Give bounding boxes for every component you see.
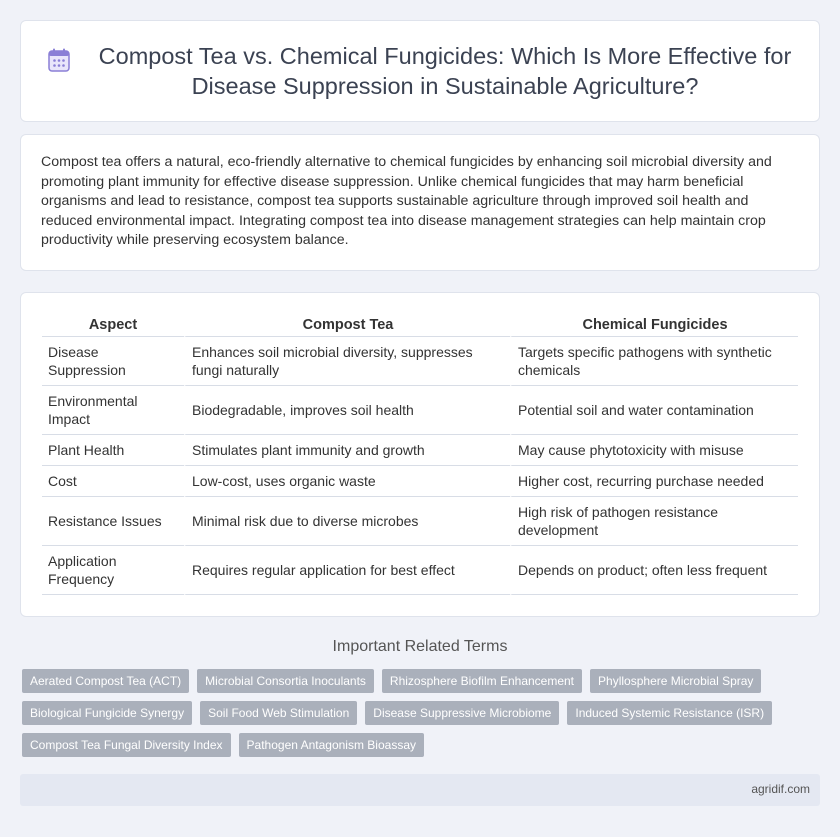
table-cell: Targets specific pathogens with synthetic chemicals (510, 337, 798, 386)
table-cell: May cause phytotoxicity with misuse (510, 435, 798, 466)
related-terms-heading: Important Related Terms (332, 638, 508, 655)
table-cell: Resistance Issues (42, 497, 184, 546)
comparison-table (42, 310, 798, 595)
intro-paragraph: Compost tea offers a natural, eco-friendly alternative to chemical fungicides by enhancing soil microbial diversity and promoting plant immunity for effective disease suppression. Unlike chemical fungicides that may harm beneficial organisms and lead to resistance, compost tea supports sustainable agriculture through improved soil health and reduced environmental impact. Integrating compost tea into disease management strategies can help maintain crop productivity while preserving ecosystem balance. (41, 154, 772, 248)
table-cell: Environmental Impact (42, 386, 184, 435)
table-cell: Requires regular application for best effect (184, 546, 510, 595)
table-cell: Depends on product; often less frequent (510, 546, 798, 595)
related-term-tag[interactable]: Rhizosphere Biofilm Enhancement (382, 669, 582, 693)
table-row (42, 466, 798, 497)
table-cell: High risk of pathogen resistance development (510, 497, 798, 546)
table-cell: Minimal risk due to diverse microbes (184, 497, 510, 546)
table-row (42, 497, 798, 546)
related-term-tag[interactable]: Phyllosphere Microbial Spray (590, 669, 761, 693)
title-card (20, 20, 820, 122)
comparison-table-card (20, 292, 820, 617)
table-cell: Application Frequency (42, 546, 184, 595)
related-terms-list (22, 669, 822, 757)
table-cell: Plant Health (42, 435, 184, 466)
table-row (42, 337, 798, 386)
table-row (42, 386, 798, 435)
table-cell: Cost (42, 466, 184, 497)
table-header-row (42, 310, 798, 337)
column-header-compost-tea: Compost Tea (184, 310, 510, 337)
related-term-tag[interactable]: Disease Suppressive Microbiome (365, 701, 559, 725)
table-cell: Disease Suppression (42, 337, 184, 386)
related-term-tag[interactable]: Pathogen Antagonism Bioassay (239, 733, 424, 757)
column-header-chemical-fungicides: Chemical Fungicides (510, 310, 798, 337)
table-row (42, 546, 798, 595)
table-cell: Higher cost, recurring purchase needed (510, 466, 798, 497)
related-term-tag[interactable]: Biological Fungicide Synergy (22, 701, 192, 725)
footer-bar (20, 774, 820, 806)
related-term-tag[interactable]: Soil Food Web Stimulation (200, 701, 357, 725)
table-row (42, 435, 798, 466)
table-cell: Biodegradable, improves soil health (184, 386, 510, 435)
page-title: Compost Tea vs. Chemical Fungicides: Which Is More Effective for Disease Suppression in Sustainable Agriculture? (98, 43, 792, 99)
table-cell: Enhances soil microbial diversity, suppresses fungi naturally (184, 337, 510, 386)
table-cell: Potential soil and water contamination (510, 386, 798, 435)
table-cell: Low-cost, uses organic waste (184, 466, 510, 497)
table-cell: Stimulates plant immunity and growth (184, 435, 510, 466)
footer-site-link[interactable]: agridif.com (751, 782, 810, 796)
related-term-tag[interactable]: Compost Tea Fungal Diversity Index (22, 733, 231, 757)
related-term-tag[interactable]: Aerated Compost Tea (ACT) (22, 669, 189, 693)
related-term-tag[interactable]: Microbial Consortia Inoculants (197, 669, 374, 693)
column-header-aspect: Aspect (42, 310, 184, 337)
related-term-tag[interactable]: Induced Systemic Resistance (ISR) (567, 701, 772, 725)
intro-card (20, 134, 820, 271)
